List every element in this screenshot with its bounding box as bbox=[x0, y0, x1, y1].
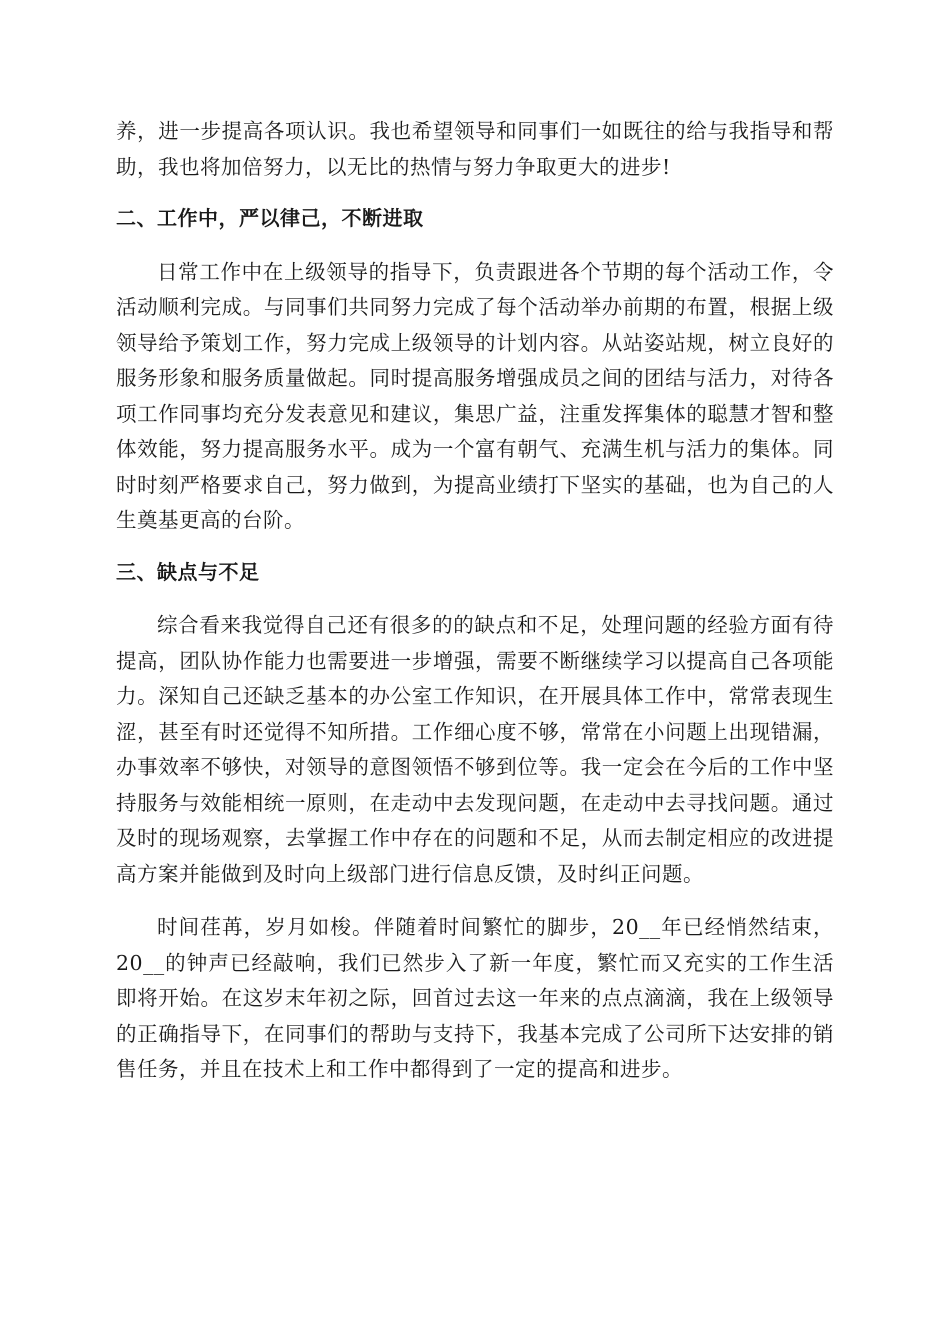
closing-paragraph: 时间荏苒，岁月如梭。伴随着时间繁忙的脚步，20__年已经悄然结束，20__的钟声已经敲响，我们已然步入了新一年度，繁忙而又充实的工作生活即将开始。在这岁末年初之际，回首过去这一年来的点点滴滴，我在上级领导的正确指导下，在同事们的帮助与支持下，我基本完成了公司所下达安排的销售任务，并且在技术上和工作中都得到了一定的提高和进步。 bbox=[116, 915, 834, 1081]
document-body bbox=[116, 114, 834, 1088]
section-2-paragraph: 日常工作中在上级领导的指导下，负责跟进各个节期的每个活动工作，令活动顺利完成。与同事们共同努力完成了每个活动举办前期的布置，根据上级领导给予策划工作，努力完成上级领导的计划内容。从站姿站规，树立良好的服务形象和服务质量做起。同时提高服务增强成员之间的团结与活力，对待各项工作同事均充分发表意见和建议，集思广益，注重发挥集体的聪慧才智和整体效能，努力提高服务水平。成为一个富有朝气、充满生机与活力的集体。同时时刻严格要求自己，努力做到，为提高业绩打下坚实的基础，也为自己的人生奠基更高的台阶。 bbox=[116, 259, 834, 532]
section-3-paragraph: 综合看来我觉得自己还有很多的的缺点和不足，处理问题的经验方面有待提高，团队协作能力也需要进一步增强，需要不断继续学习以提高自己各项能力。深知自己还缺乏基本的办公室工作知识，在开展具体工作中，常常表现生涩，甚至有时还觉得不知所措。工作细心度不够，常常在小问题上出现错漏，办事效率不够快，对领导的意图领悟不够到位等。我一定会在今后的工作中坚持服务与效能相统一原则，在走动中去发现问题，在走动中去寻找问题。通过及时的现场观察，去掌握工作中存在的问题和不足，从而去制定相应的改进提高方案并能做到及时向上级部门进行信息反馈，及时纠正问题。 bbox=[116, 613, 834, 886]
continuation-paragraph: 养，进一步提高各项认识。我也希望领导和同事们一如既往的给与我指导和帮助，我也将加倍努力，以无比的热情与努力争取更大的进步! bbox=[116, 119, 834, 179]
section-2-heading: 二、工作中，严以律己，不断进取 bbox=[116, 206, 424, 230]
section-3-heading: 三、缺点与不足 bbox=[116, 559, 260, 584]
